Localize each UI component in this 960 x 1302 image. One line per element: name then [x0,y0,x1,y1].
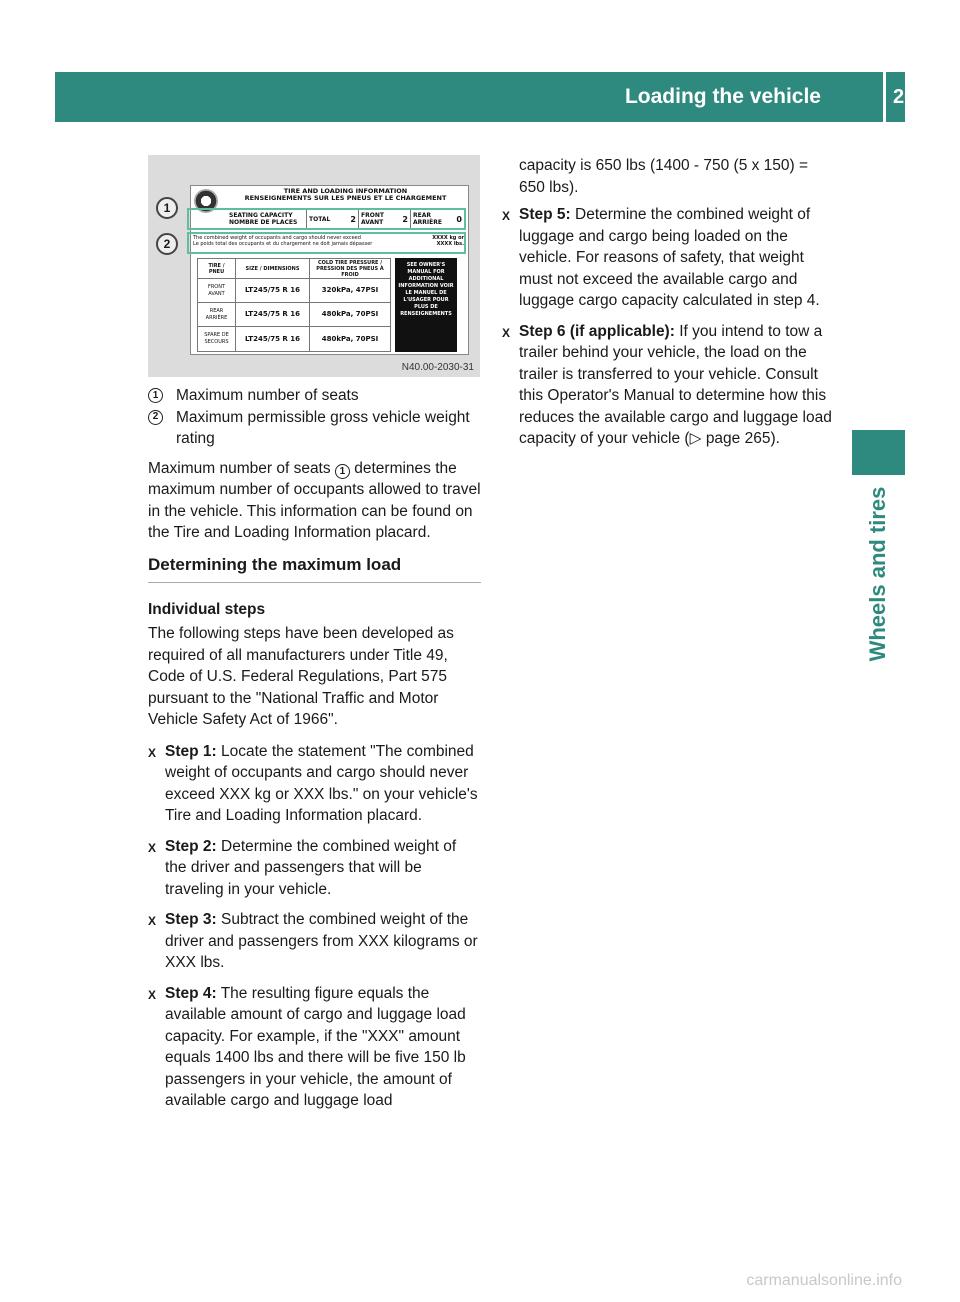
step-2: X Step 2: Determine the combined weight of the driver and passengers that will be traveling in your vehicle. [148,836,481,901]
manual-note: SEE OWNER'S MANUAL FOR ADDITIONAL INFORMATION VOIR LE MANUEL DE L'USAGER POUR PLUS DE RENSEIGNEMENTS [395,258,457,352]
total-label: TOTAL [309,215,331,223]
seating-label-en: SEATING CAPACITY [229,212,293,219]
intro-number: 1 [335,464,350,479]
legend-text-2: Maximum permissible gross vehicle weight rating [176,408,470,447]
weight-kg: XXXX kg or [432,235,464,241]
weight-lbs: XXXX lbs. [436,241,464,247]
callout-2: 2 [156,233,178,255]
legend-number-2: 2 [148,410,163,425]
legend-item [148,385,481,407]
step-1: X Step 1: Locate the statement "The combined weight of occupants and cargo should never exceed XXX kg or XXX lbs." on your vehicle's Tire and Loading Information placard. [148,741,481,827]
rear-label-en: REAR [413,212,431,219]
callout-1: 1 [156,197,178,219]
step-4-continuation: capacity is 650 lbs (1400 - 750 (5 x 150) = 650 lbs). [519,157,809,196]
step-marker-icon: X [502,325,511,340]
legend-text-1: Maximum number of seats [176,387,359,404]
page-ref-icon: ▷ [689,430,702,447]
step-5: X Step 5: Determine the combined weight of luggage and cargo being loaded on the vehicle. For reasons of safety, that weight must not exceed the available cargo and luggage cargo capacity calculated in step 4. [502,204,835,312]
table-row: SPARE DE SECOURS LT245/75 R 16 480kPa, 70PSI [198,327,390,351]
legend-item [148,407,481,450]
section-heading: Determining the maximum load [148,554,481,583]
front-label-en: FRONT [361,212,384,219]
rear-value: 0 [456,214,462,224]
chapter-title: Loading the vehicle [624,85,821,108]
weight-text-fr: Le poids total des occupants et du chargement ne doit jamais dépasser [193,241,373,247]
footer-watermark: carmanualsonline.info [746,1272,902,1289]
step-marker-icon: X [148,914,157,928]
side-section-label: Wheels and tires [865,486,890,662]
table-row: REAR ARRIÈRE LT245/75 R 16 480kPa, 70PSI [198,303,390,327]
legend-number-1: 1 [148,388,163,403]
col-pressure: COLD TIRE PRESSURE / PRESSION DES PNEUS À FROID [316,259,384,278]
step-4: X Step 4: The resulting figure equals the available amount of cargo and luggage load capacity. For example, if the "XXX" amount equals 1400 lbs and there will be five 150 lb passengers in your vehicle, the amount of available cargo and luggage load [148,983,481,1112]
intro-paragraph: Maximum number of seats 1 determines the maximum number of occupants allowed to travel in the vehicle. This information can be found on the Tire and Loading Information placard. [148,459,481,541]
rear-label-fr: ARRIÈRE [413,219,442,226]
step-marker-icon: X [502,209,511,223]
subheading: Individual steps [148,600,266,618]
step-3: X Step 3: Subtract the combined weight of the driver and passengers from XXX kilograms or XXX lbs. [148,909,481,974]
steps-intro: The following steps have been developed as required of all manufacturers under Title 49, Code of U.S. Federal Regulations, Part 575 pursuant to the "National Traffic and Motor Vehicle Safety Act of 1966". [148,625,454,728]
table-row: FRONT AVANT LT245/75 R 16 320kPa, 47PSI [198,279,390,303]
tire-placard-figure [148,155,480,377]
seating-label-fr: NOMBRE DE PLACES [229,219,298,226]
col-size: SIZE / DIMENSIONS [236,259,310,278]
page-reference-link[interactable]: page 265 [705,430,771,447]
step-6: X Step 6 (if applicable): If you intend to tow a trailer behind your vehicle, the load on the trailer is transferred to your vehicle. Consult this Operator's Manual to determine how this reduces the available cargo and luggage load capacity of your vehicle (▷ page 265). [502,321,835,450]
header-divider [883,72,886,122]
step-marker-icon: X [148,987,157,1002]
front-value: 2 [402,214,408,224]
side-tab-marker [852,430,905,475]
step-marker-icon: X [148,840,157,855]
total-value: 2 [350,214,356,224]
tire-loading-placard [190,185,469,355]
page-number: 263 [893,85,927,108]
right-column [502,155,835,459]
placard-title-fr: RENSEIGNEMENTS SUR LES PNEUS ET LE CHARGEMENT [244,194,447,202]
front-label-fr: AVANT [361,219,384,226]
placard-title-en: TIRE AND LOADING INFORMATION [283,187,408,195]
figure-code: N40.00-2030-31 [401,362,474,373]
col-tire: TIRE / PNEU [198,259,236,278]
left-column [148,385,481,1121]
weight-text-en: The combined weight of occupants and cargo should never exceed [193,235,361,241]
step-marker-icon: X [148,745,157,760]
page-header [55,72,927,122]
